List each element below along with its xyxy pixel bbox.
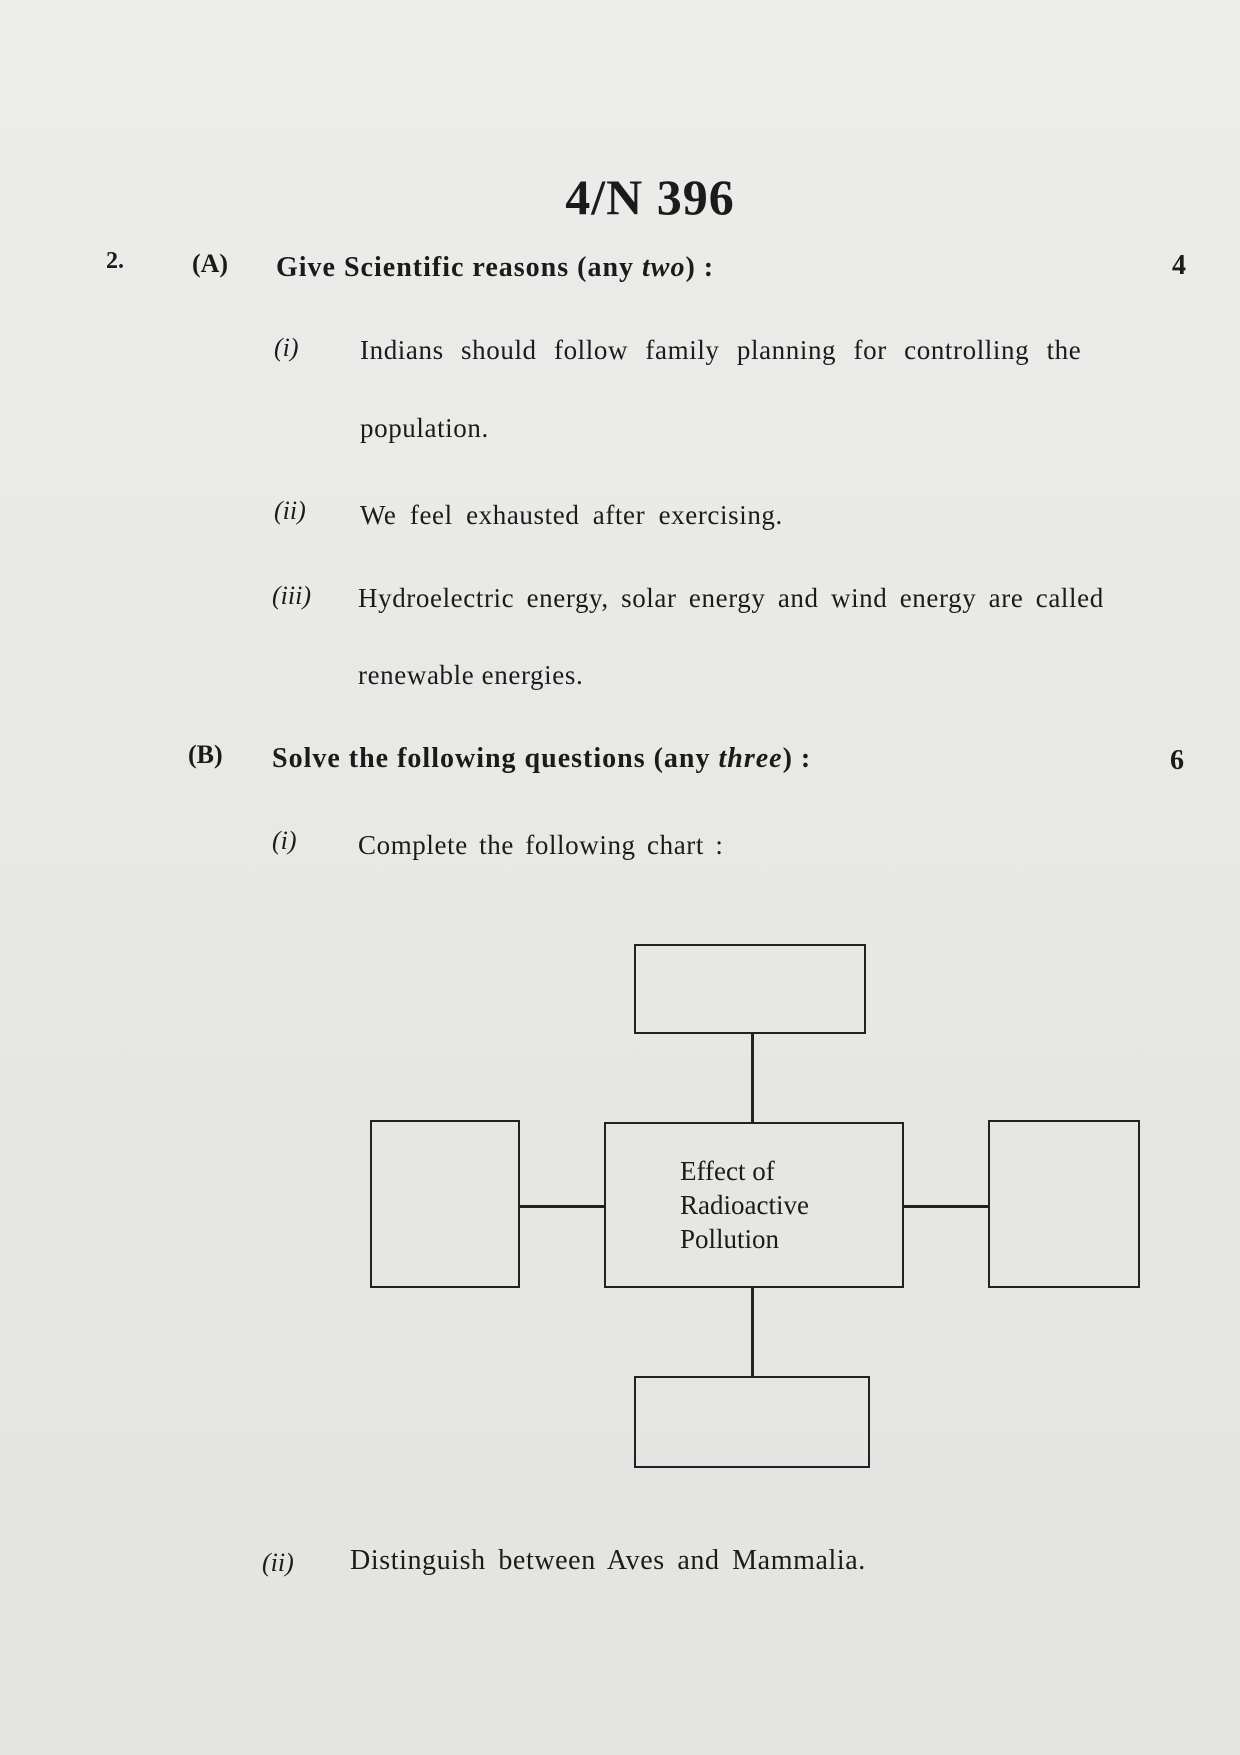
part-a-heading-pre: Give Scientific reasons (any bbox=[276, 252, 635, 283]
chart-box-right bbox=[988, 1120, 1140, 1288]
part-a-item-numeral: (iii) bbox=[272, 581, 311, 610]
part-a-item-line: Indians should follow family planning for controlling the bbox=[360, 335, 1082, 365]
part-a-marks: 4 bbox=[1172, 250, 1186, 281]
part-a-item-numeral: (i) bbox=[274, 333, 299, 362]
chart-center-line: Pollution bbox=[680, 1224, 780, 1254]
chart-box-bottom bbox=[634, 1376, 870, 1468]
paper-code: 4/N 396 bbox=[565, 169, 735, 225]
part-b-heading bbox=[272, 743, 811, 775]
chart-center-line: Radioactive bbox=[680, 1190, 809, 1220]
question-number: 2. bbox=[106, 248, 124, 274]
part-b-item-text: Complete the following chart : bbox=[358, 830, 724, 860]
part-a-item-numeral: (ii) bbox=[274, 496, 306, 525]
chart-box-top bbox=[634, 944, 866, 1034]
chart-center-label bbox=[680, 1154, 809, 1256]
part-b-heading-italic: three bbox=[718, 743, 783, 774]
part-a-item-text: Hydroelectric energy, solar energy and wind energy are called bbox=[358, 583, 1104, 613]
part-b-item-numeral: (ii) bbox=[262, 1548, 294, 1577]
chart-box-left bbox=[370, 1120, 520, 1288]
part-a-label: (A) bbox=[192, 249, 229, 278]
part-a-item-line: population. bbox=[360, 413, 489, 443]
part-a-heading-italic: two bbox=[642, 252, 686, 283]
part-b-heading-post: ) : bbox=[782, 743, 812, 774]
chart-connector bbox=[520, 1205, 606, 1208]
part-b-heading-pre: Solve the following questions (any bbox=[272, 743, 711, 774]
part-a-heading bbox=[276, 252, 714, 284]
part-b-marks: 6 bbox=[1170, 745, 1184, 776]
part-b-item-numeral: (i) bbox=[272, 826, 297, 855]
part-a-heading-post: ) : bbox=[685, 252, 715, 283]
part-b-item-text: Distinguish between Aves and Mammalia. bbox=[350, 1545, 866, 1576]
part-a-item-text bbox=[360, 335, 1194, 366]
chart-connector bbox=[904, 1205, 990, 1208]
part-a-item-text: We feel exhausted after exercising. bbox=[360, 500, 783, 530]
chart-center-line: Effect of bbox=[680, 1156, 775, 1186]
part-a-item-line: renewable energies. bbox=[358, 660, 584, 690]
part-b-label: (B) bbox=[188, 740, 223, 769]
chart-connector bbox=[751, 1034, 754, 1122]
chart-connector bbox=[751, 1288, 754, 1378]
